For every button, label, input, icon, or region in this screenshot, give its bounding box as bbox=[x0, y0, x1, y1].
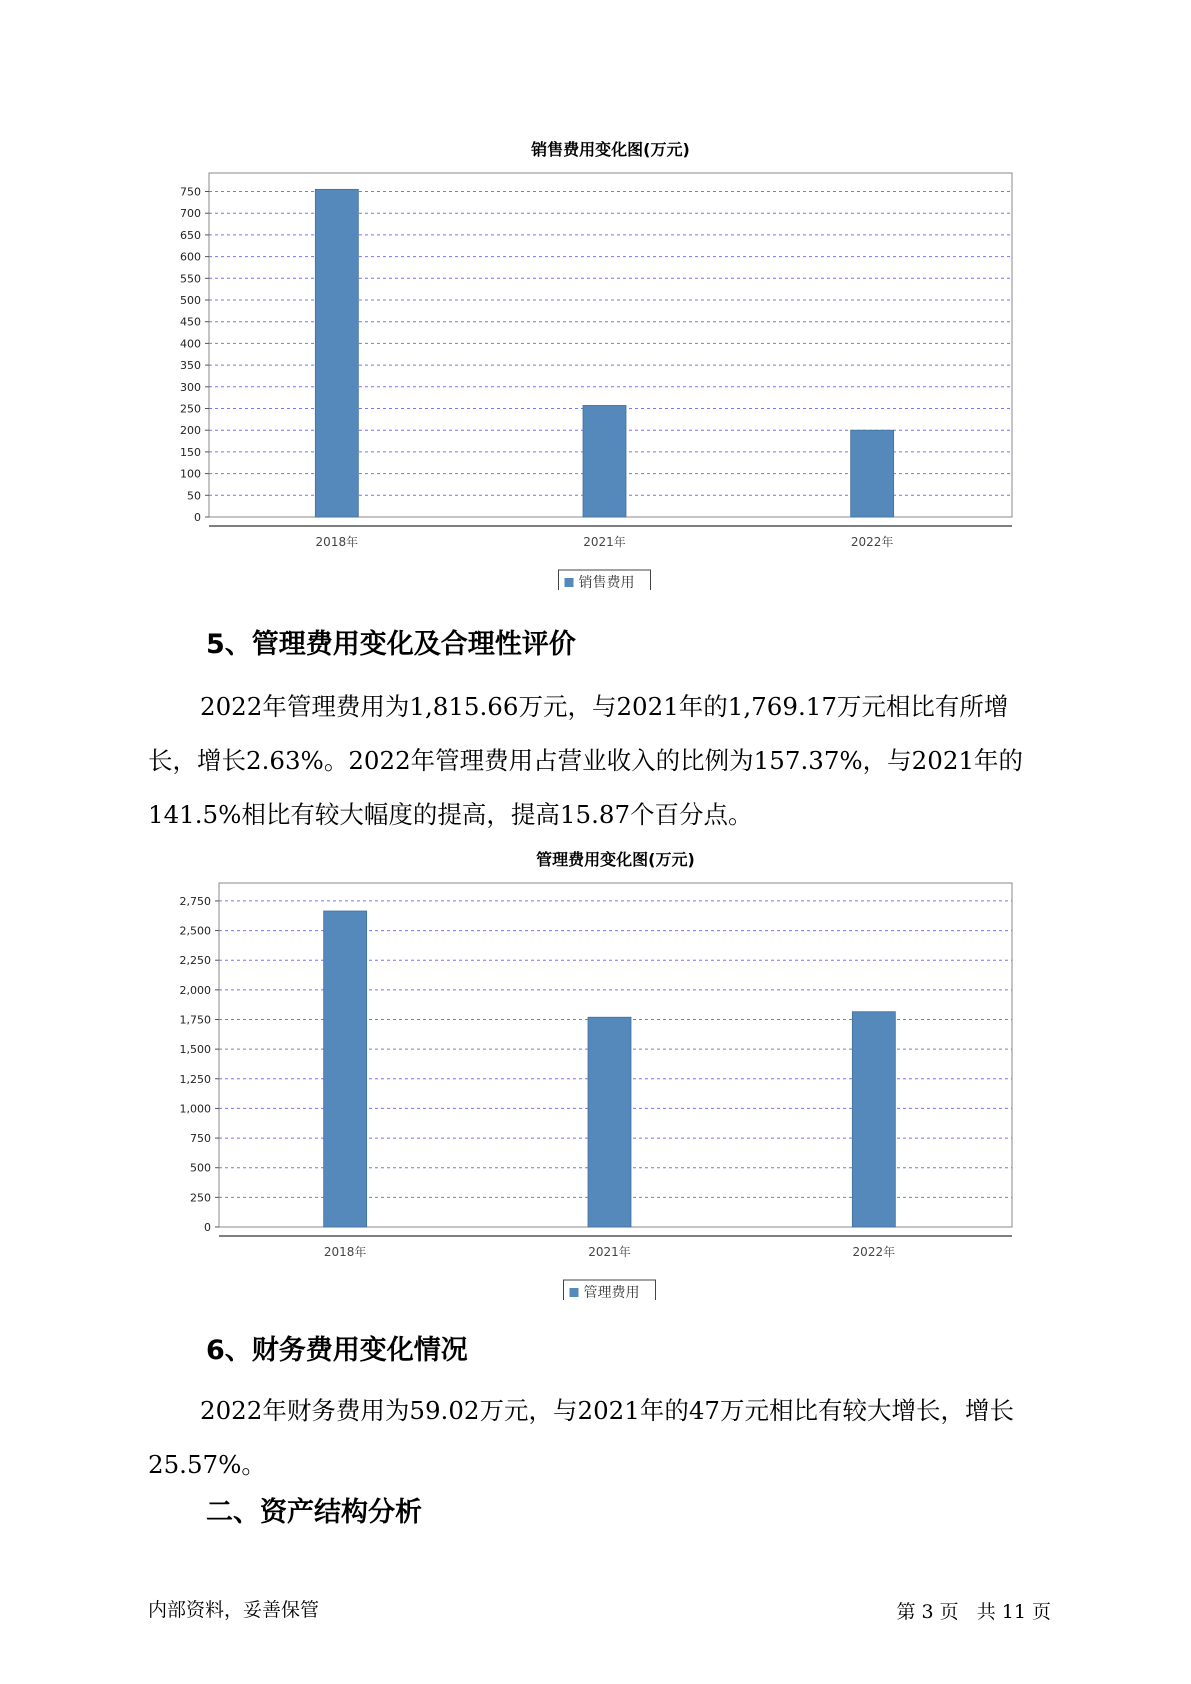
section-6-paragraph bbox=[148, 1384, 1053, 1492]
y-tick-label: 2,750 bbox=[179, 894, 211, 908]
section-5-heading: 5、管理费用变化及合理性评价 bbox=[206, 629, 576, 660]
legend-label: 管理费用 bbox=[583, 1285, 640, 1300]
x-category-label: 2022年 bbox=[850, 535, 894, 549]
y-tick-label: 250 bbox=[180, 402, 201, 416]
bar bbox=[315, 189, 358, 517]
y-tick-label: 150 bbox=[180, 445, 201, 459]
y-tick-label: 500 bbox=[190, 1161, 211, 1175]
legend bbox=[559, 570, 651, 590]
bar bbox=[324, 911, 367, 1227]
admin-expense-chart-svg bbox=[0, 840, 1191, 1300]
admin-expense-chart bbox=[0, 840, 1191, 1300]
x-category-label: 2018年 bbox=[315, 535, 359, 549]
sales-expense-chart-svg bbox=[0, 130, 1191, 590]
x-category-label: 2022年 bbox=[852, 1245, 896, 1259]
y-tick-label: 100 bbox=[180, 467, 201, 481]
y-tick-label: 750 bbox=[180, 185, 201, 199]
y-tick-label: 1,500 bbox=[179, 1043, 211, 1057]
sales-expense-chart bbox=[0, 130, 1191, 590]
y-tick-label: 300 bbox=[180, 380, 201, 394]
section-6-text: 2022年财务费用为59.02万元，与2021年的47万元相比有较大增长，增长25.57%。 bbox=[148, 1396, 1015, 1479]
legend bbox=[564, 1280, 656, 1300]
footer-page-number: 第 3 页 共 11 页 bbox=[896, 1601, 1051, 1623]
legend-swatch bbox=[570, 1288, 579, 1297]
y-tick-label: 1,000 bbox=[179, 1102, 211, 1116]
chart-title: 销售费用变化图(万元) bbox=[531, 140, 690, 159]
x-category-label: 2021年 bbox=[588, 1245, 631, 1259]
y-tick-label: 500 bbox=[180, 294, 201, 308]
x-category-label: 2018年 bbox=[323, 1245, 367, 1259]
y-tick-label: 450 bbox=[180, 315, 201, 329]
y-tick-label: 2,500 bbox=[179, 924, 211, 938]
x-category-label: 2021年 bbox=[583, 535, 626, 549]
y-tick-label: 400 bbox=[180, 337, 201, 351]
bar bbox=[851, 430, 894, 517]
section-5-paragraph bbox=[148, 680, 1053, 842]
y-tick-label: 750 bbox=[190, 1132, 211, 1146]
part-2-heading: 二、资产结构分析 bbox=[206, 1497, 422, 1528]
y-tick-label: 350 bbox=[180, 359, 201, 373]
section-6-heading: 6、财务费用变化情况 bbox=[206, 1335, 468, 1366]
y-tick-label: 700 bbox=[180, 207, 201, 221]
y-tick-label: 250 bbox=[190, 1191, 211, 1205]
section-5-text: 2022年管理费用为1,815.66万元，与2021年的1,769.17万元相比有所增长，增长2.63%。2022年管理费用占营业收入的比例为157.37%，与2021年的141.5%相比有较大幅度的提高，提高15.87个百分点。 bbox=[148, 692, 1024, 829]
y-tick-label: 1,250 bbox=[179, 1072, 211, 1086]
legend-swatch bbox=[565, 578, 574, 587]
y-tick-label: 0 bbox=[204, 1221, 211, 1234]
legend-label: 销售费用 bbox=[578, 575, 635, 590]
y-tick-label: 0 bbox=[194, 511, 201, 524]
y-tick-label: 650 bbox=[180, 228, 201, 242]
y-tick-label: 550 bbox=[180, 272, 201, 286]
bar bbox=[588, 1017, 631, 1227]
footer-confidential-note: 内部资料，妥善保管 bbox=[148, 1599, 320, 1621]
y-tick-label: 2,000 bbox=[179, 983, 211, 997]
y-tick-label: 200 bbox=[180, 424, 201, 438]
y-tick-label: 1,750 bbox=[179, 1013, 211, 1027]
y-tick-label: 2,250 bbox=[179, 954, 211, 968]
bar bbox=[583, 405, 626, 517]
chart-title: 管理费用变化图(万元) bbox=[536, 850, 695, 869]
bar bbox=[852, 1012, 895, 1227]
y-tick-label: 600 bbox=[180, 250, 201, 264]
y-tick-label: 50 bbox=[187, 489, 201, 503]
